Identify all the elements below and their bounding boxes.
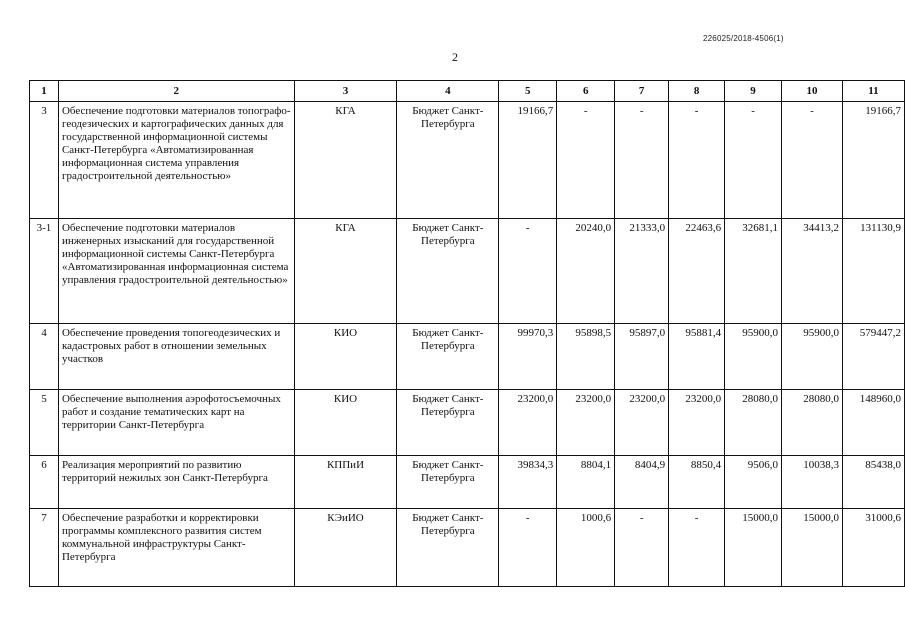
- funding-source: Бюджет Санкт-Петербурга: [397, 509, 499, 587]
- activity-name: Обеспечение подготовки материалов топографо-геодезических и картографических данных для государственной информационной системы Санкт-Петербурга «Автоматизированная информационная система управления градостроительной деятельностью»: [58, 102, 294, 219]
- value-col10: 95900,0: [782, 324, 843, 390]
- column-header: 7: [615, 81, 669, 102]
- column-header: 3: [294, 81, 397, 102]
- value-total: 85438,0: [842, 456, 904, 509]
- value-col6: -: [557, 102, 615, 219]
- value-col8: -: [669, 509, 725, 587]
- table-row: [30, 456, 905, 509]
- value-col8: -: [669, 102, 725, 219]
- value-col9: 95900,0: [725, 324, 782, 390]
- value-col6: 8804,1: [557, 456, 615, 509]
- table-row: [30, 390, 905, 456]
- activity-name: Обеспечение подготовки материалов инженерных изысканий для государственной информационной системы Санкт-Петербурга «Автоматизированная информационная система управления градостроительной деятельностью»: [58, 219, 294, 324]
- value-total: 19166,7: [842, 102, 904, 219]
- value-col7: 23200,0: [615, 390, 669, 456]
- table-row: [30, 509, 905, 587]
- program-table: [29, 80, 905, 587]
- activity-name: Обеспечение проведения топогеодезических и кадастровых работ в отношении земельных участков: [58, 324, 294, 390]
- value-col6: 95898,5: [557, 324, 615, 390]
- value-total: 579447,2: [842, 324, 904, 390]
- value-total: 31000,6: [842, 509, 904, 587]
- funding-source: Бюджет Санкт-Петербурга: [397, 390, 499, 456]
- responsible-org: КГА: [294, 219, 397, 324]
- table-row: [30, 219, 905, 324]
- value-col5: -: [499, 219, 557, 324]
- column-header: 4: [397, 81, 499, 102]
- row-number: 4: [30, 324, 59, 390]
- header-row: [30, 81, 905, 102]
- value-col10: 34413,2: [782, 219, 843, 324]
- value-col8: 23200,0: [669, 390, 725, 456]
- value-col9: 15000,0: [725, 509, 782, 587]
- value-total: 148960,0: [842, 390, 904, 456]
- value-col7: -: [615, 102, 669, 219]
- value-col9: -: [725, 102, 782, 219]
- row-number: 3: [30, 102, 59, 219]
- value-col9: 9506,0: [725, 456, 782, 509]
- responsible-org: КЭиИО: [294, 509, 397, 587]
- value-col5: 19166,7: [499, 102, 557, 219]
- value-col6: 20240,0: [557, 219, 615, 324]
- column-header: 9: [725, 81, 782, 102]
- value-col8: 22463,6: [669, 219, 725, 324]
- value-col6: 1000,6: [557, 509, 615, 587]
- table-row: [30, 102, 905, 219]
- row-number: 5: [30, 390, 59, 456]
- value-col7: -: [615, 509, 669, 587]
- value-col9: 32681,1: [725, 219, 782, 324]
- value-col7: 21333,0: [615, 219, 669, 324]
- responsible-org: КППиИ: [294, 456, 397, 509]
- value-col5: -: [499, 509, 557, 587]
- document-id: 226025/2018-4506(1): [703, 34, 784, 43]
- value-col10: 28080,0: [782, 390, 843, 456]
- column-header: 10: [782, 81, 843, 102]
- responsible-org: КИО: [294, 390, 397, 456]
- column-header: 11: [842, 81, 904, 102]
- column-header: 1: [30, 81, 59, 102]
- column-header: 2: [58, 81, 294, 102]
- responsible-org: КГА: [294, 102, 397, 219]
- row-number: 7: [30, 509, 59, 587]
- column-header: 6: [557, 81, 615, 102]
- value-col8: 95881,4: [669, 324, 725, 390]
- funding-source: Бюджет Санкт-Петербурга: [397, 219, 499, 324]
- value-col8: 8850,4: [669, 456, 725, 509]
- value-col7: 95897,0: [615, 324, 669, 390]
- column-header: 5: [499, 81, 557, 102]
- activity-name: Обеспечение выполнения аэрофотосъемочных работ и создание тематических карт на территории Санкт-Петербурга: [58, 390, 294, 456]
- funding-source: Бюджет Санкт-Петербурга: [397, 456, 499, 509]
- row-number: 3-1: [30, 219, 59, 324]
- responsible-org: КИО: [294, 324, 397, 390]
- activity-name: Реализация мероприятий по развитию территорий нежилых зон Санкт-Петербурга: [58, 456, 294, 509]
- funding-source: Бюджет Санкт-Петербурга: [397, 324, 499, 390]
- value-col5: 99970,3: [499, 324, 557, 390]
- column-header: 8: [669, 81, 725, 102]
- row-number: 6: [30, 456, 59, 509]
- value-col5: 39834,3: [499, 456, 557, 509]
- table-row: [30, 324, 905, 390]
- value-col7: 8404,9: [615, 456, 669, 509]
- funding-source: Бюджет Санкт-Петербурга: [397, 102, 499, 219]
- value-col9: 28080,0: [725, 390, 782, 456]
- value-col10: 10038,3: [782, 456, 843, 509]
- value-col10: -: [782, 102, 843, 219]
- value-col5: 23200,0: [499, 390, 557, 456]
- value-col6: 23200,0: [557, 390, 615, 456]
- activity-name: Обеспечение разработки и корректировки программы комплексного развития систем коммунальной инфраструктуры Санкт-Петербурга: [58, 509, 294, 587]
- page-number: 2: [452, 50, 458, 64]
- value-col10: 15000,0: [782, 509, 843, 587]
- value-total: 131130,9: [842, 219, 904, 324]
